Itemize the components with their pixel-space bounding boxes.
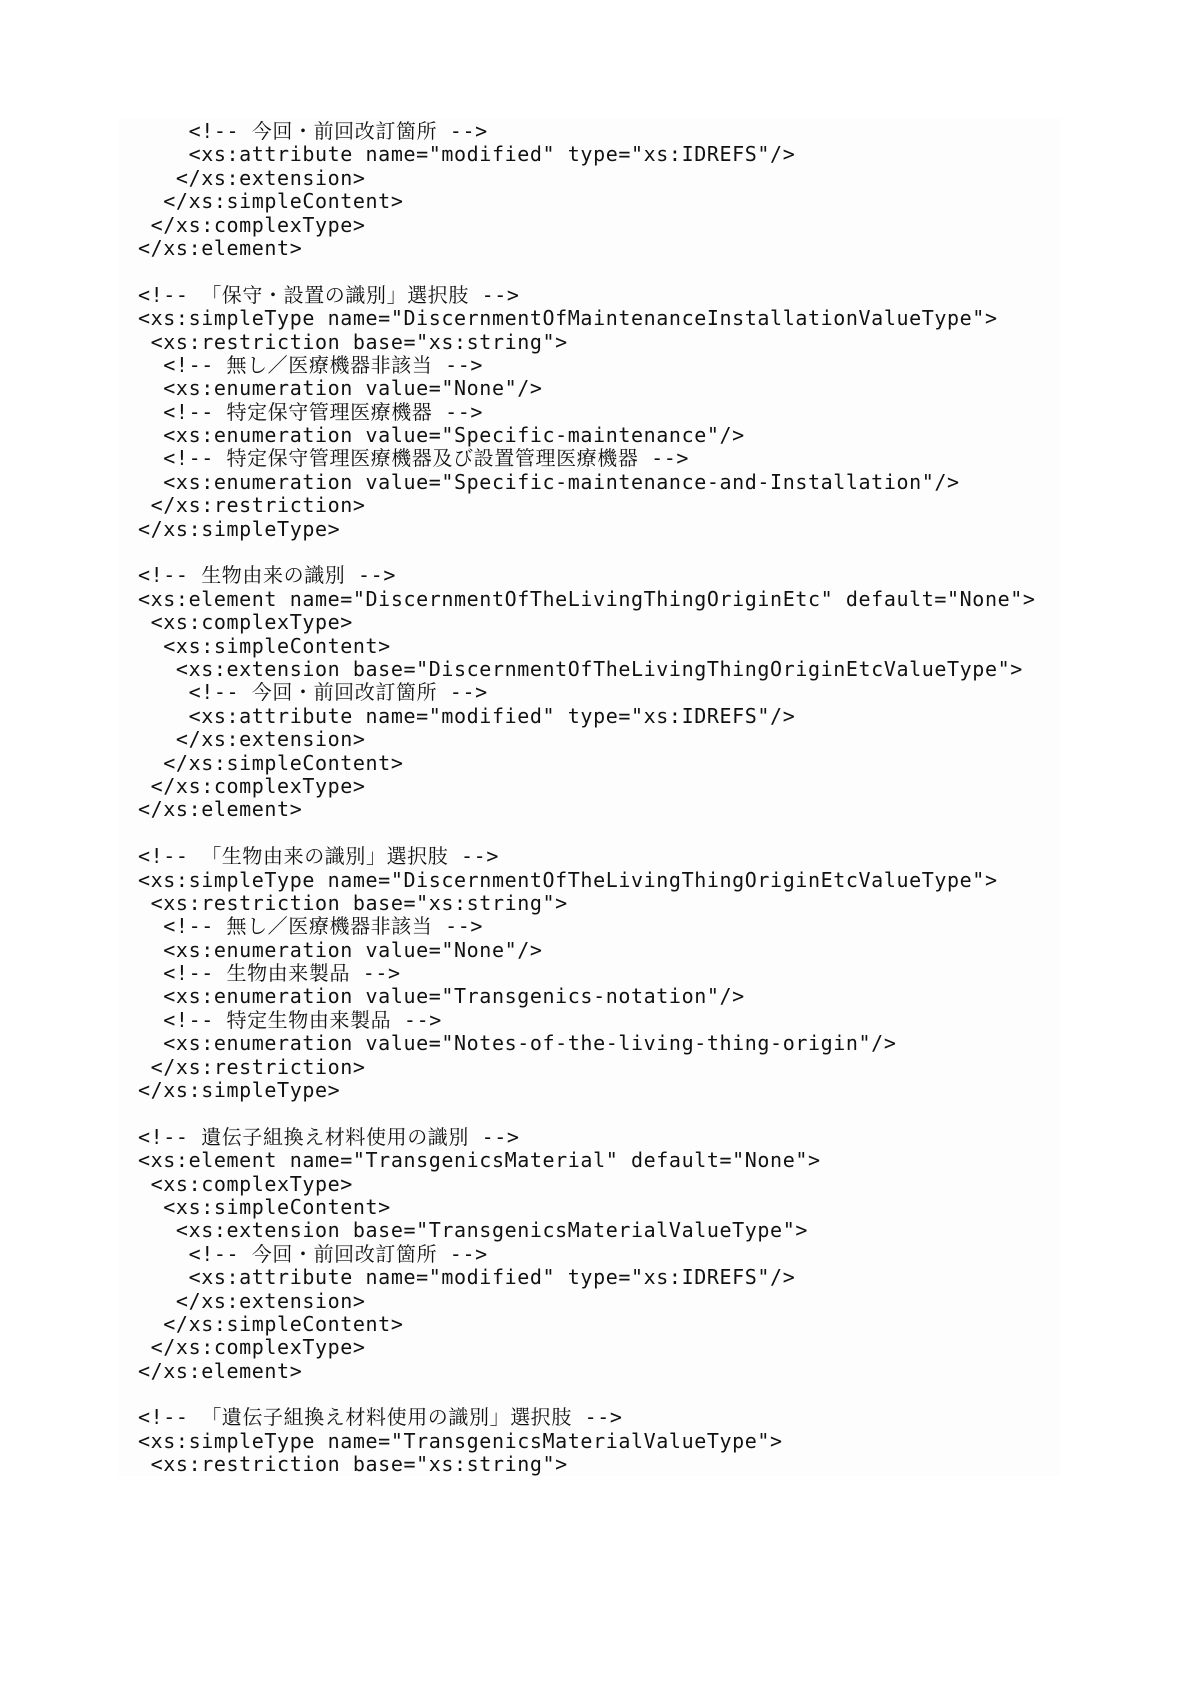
code-line: <xs:simpleType name="DiscernmentOfMaintenanceInstallationValueType"> — [138, 306, 998, 331]
code-line: </xs:element> — [138, 235, 303, 260]
code-line: <xs:complexType> — [138, 1171, 353, 1196]
code-line: <!-- 無し／医療機器非該当 --> — [138, 914, 484, 939]
code-line: <xs:restriction base="xs:string"> — [138, 329, 568, 354]
code-line: <xs:attribute name="modified" type="xs:IDREFS"/> — [138, 1265, 796, 1290]
code-line: <xs:enumeration value="Transgenics-notation"/> — [138, 984, 745, 1009]
code-line: <!-- 「生物由来の識別」選択肢 --> — [138, 844, 499, 869]
code-line: <xs:simpleContent> — [138, 1194, 391, 1219]
code-line: </xs:simpleType> — [138, 1078, 341, 1103]
code-line: </xs:extension> — [138, 727, 366, 752]
code-line: </xs:simpleContent> — [138, 750, 404, 775]
code-line: <!-- 特定生物由来製品 --> — [138, 1007, 442, 1032]
code-line: <xs:simpleType name="TransgenicsMaterialValueType"> — [138, 1428, 783, 1453]
code-line: <xs:extension base="TransgenicsMaterialValueType"> — [138, 1218, 808, 1243]
code-line: <xs:restriction base="xs:string"> — [138, 1452, 568, 1477]
code-line: <!-- 今回・前回改訂箇所 --> — [138, 119, 488, 143]
code-line: </xs:simpleContent> — [138, 1311, 404, 1336]
xml-schema-code-listing — [138, 120, 1036, 1477]
code-line: <xs:simpleType name="DiscernmentOfTheLivingThingOriginEtcValueType"> — [138, 867, 998, 892]
code-line: <xs:element name="TransgenicsMaterial" default="None"> — [138, 1148, 821, 1173]
code-line: <!-- 今回・前回改訂箇所 --> — [138, 680, 488, 705]
code-line — [138, 541, 1036, 564]
code-line: <xs:element name="DiscernmentOfTheLivingThingOriginEtc" default="None"> — [138, 586, 1036, 611]
code-line: <xs:enumeration value="None"/> — [138, 937, 543, 962]
code-line: <!-- 特定保守管理医療機器及び設置管理医療機器 --> — [138, 446, 690, 471]
code-line: <!-- 遺伝子組換え材料使用の識別 --> — [138, 1124, 520, 1149]
code-line: <xs:restriction base="xs:string"> — [138, 890, 568, 915]
code-line: </xs:restriction> — [138, 1054, 366, 1079]
code-line: </xs:element> — [138, 1358, 303, 1383]
code-line: <!-- 無し／医療機器非該当 --> — [138, 352, 484, 377]
code-line: </xs:restriction> — [138, 493, 366, 518]
code-line: </xs:complexType> — [138, 212, 366, 237]
code-line: <!-- 生物由来製品 --> — [138, 961, 401, 986]
code-line: <!-- 「保守・設置の識別」選択肢 --> — [138, 282, 520, 307]
code-line: <xs:enumeration value="Notes-of-the-living-thing-origin"/> — [138, 1031, 897, 1056]
code-line: <xs:extension base="DiscernmentOfTheLivingThingOriginEtcValueType"> — [138, 656, 1023, 681]
code-line — [138, 260, 1036, 283]
code-line: <!-- 「遺伝子組換え材料使用の識別」選択肢 --> — [138, 1405, 623, 1430]
code-line: <!-- 今回・前回改訂箇所 --> — [138, 1241, 488, 1266]
code-line: </xs:complexType> — [138, 773, 366, 798]
code-line: </xs:element> — [138, 797, 303, 822]
code-line: </xs:complexType> — [138, 1335, 366, 1360]
code-line: <!-- 生物由来の識別 --> — [138, 563, 396, 588]
code-line: </xs:extension> — [138, 1288, 366, 1313]
code-line — [138, 1383, 1036, 1406]
code-line: <xs:enumeration value="Specific-maintenance-and-Installation"/> — [138, 469, 960, 494]
code-line: <xs:complexType> — [138, 610, 353, 635]
code-line: </xs:simpleContent> — [138, 189, 404, 214]
code-line: </xs:extension> — [138, 165, 366, 190]
code-line: <xs:attribute name="modified" type="xs:IDREFS"/> — [138, 703, 796, 728]
code-line: </xs:simpleType> — [138, 516, 341, 541]
code-line: <xs:enumeration value="Specific-maintenance"/> — [138, 423, 745, 448]
code-line: <!-- 特定保守管理医療機器 --> — [138, 399, 484, 424]
code-line: <xs:attribute name="modified" type="xs:IDREFS"/> — [138, 142, 796, 167]
code-line: <xs:simpleContent> — [138, 633, 391, 658]
code-line — [138, 822, 1036, 845]
code-line: <xs:enumeration value="None"/> — [138, 376, 543, 401]
code-line — [138, 1102, 1036, 1125]
